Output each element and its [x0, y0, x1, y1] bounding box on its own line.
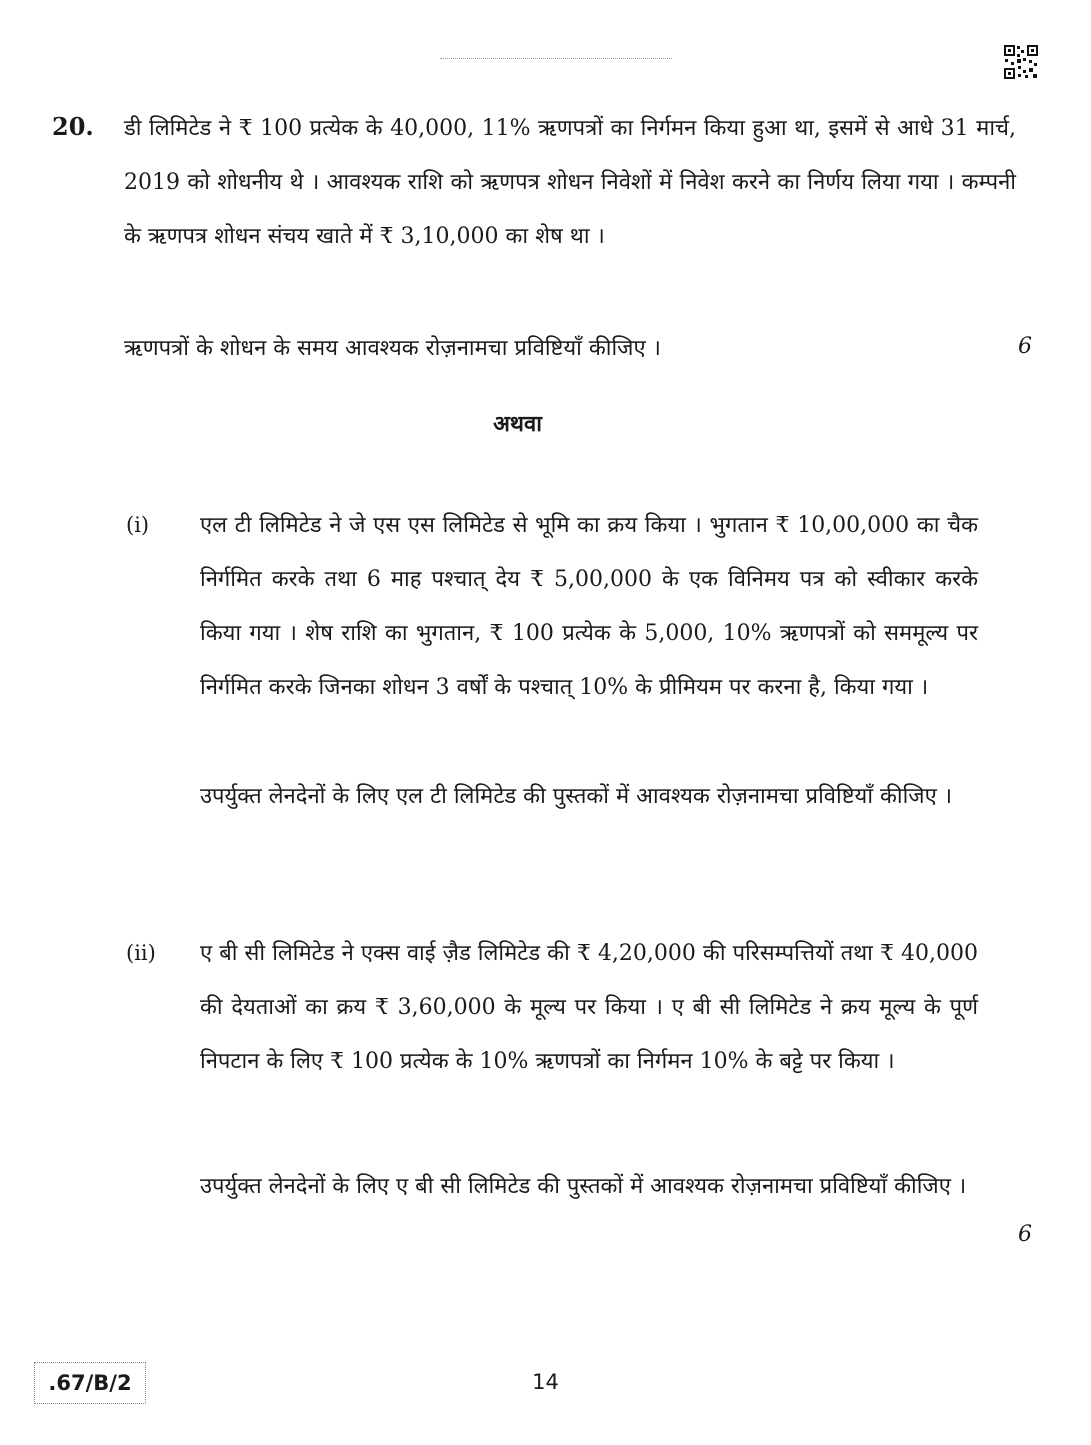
- question-text: डी लिमिटेड ने ₹ 100 प्रत्येक के 40,000, 11% ऋणपत्रों का निर्गमन किया हुआ था, इसमें से आधे 31 मार्च, 2019 को शोधनीय थे । आवश्यक राशि को ऋणपत्र शोधन निवेशों में निवेश करने का निर्णय लिया गया । कम्पनी के ऋणपत्र शोधन संचय खाते में ₹ 3,10,000 का शेष था ।: [124, 116, 1016, 249]
- paper-code: .67/B/2: [34, 1362, 146, 1404]
- alternative-ii-text: ए बी सी लिमिटेड ने एक्स वाई ज़ैड लिमिटेड की ₹ 4,20,000 की परिसम्पत्तियों तथा ₹ 40,000 की देयताओं का क्रय ₹ 3,60,000 के मूल्य पर किया । ए बी सी लिमिटेड ने क्रय मूल्य के पूर्ण निपटान के लिए ₹ 100 प्रत्येक के 10% ऋणपत्रों का निर्गमन 10% के बट्टे पर किया ।: [200, 941, 978, 1074]
- alternative-marks: 6: [1018, 1222, 1032, 1247]
- alternative-ii-instruction: उपर्युक्त लेनदेनों के लिए ए बी सी लिमिटेड की पुस्तकों में आवश्यक रोज़नामचा प्रविष्टियाँ कीजिए ।: [200, 1174, 967, 1199]
- page-number: 14: [532, 1370, 559, 1394]
- alternative-i-text: एल टी लिमिटेड ने जे एस एस लिमिटेड से भूमि का क्रय किया । भुगतान ₹ 10,00,000 का चैक निर्गमित करके तथा 6 माह पश्चात् देय ₹ 5,00,000 के एक विनिमय पत्र को स्वीकार करके किया गया । शेष राशि का भुगतान, ₹ 100 प्रत्येक के 5,000, 10% ऋणपत्रों को सममूल्य पर निर्गमित करके जिनका शोधन 3 वर्षों के पश्चात् 10% के प्रीमियम पर करना है, किया गया ।: [200, 513, 978, 700]
- alternative-i-instruction: उपर्युक्त लेनदेनों के लिए एल टी लिमिटेड की पुस्तकों में आवश्यक रोज़नामचा प्रविष्टियाँ कीजिए ।: [200, 784, 953, 809]
- header-dotted-line: [440, 58, 672, 59]
- question-marks: 6: [1018, 334, 1032, 359]
- or-heading: अथवा: [493, 411, 542, 437]
- question-number: 20.: [52, 112, 94, 141]
- question-instruction: ऋणपत्रों के शोधन के समय आवश्यक रोज़नामचा प्रविष्टियाँ कीजिए ।: [124, 336, 661, 361]
- alternative-label-ii: (ii): [126, 941, 156, 965]
- qr-code-icon: [1003, 44, 1039, 80]
- alternative-label-i: (i): [126, 513, 150, 537]
